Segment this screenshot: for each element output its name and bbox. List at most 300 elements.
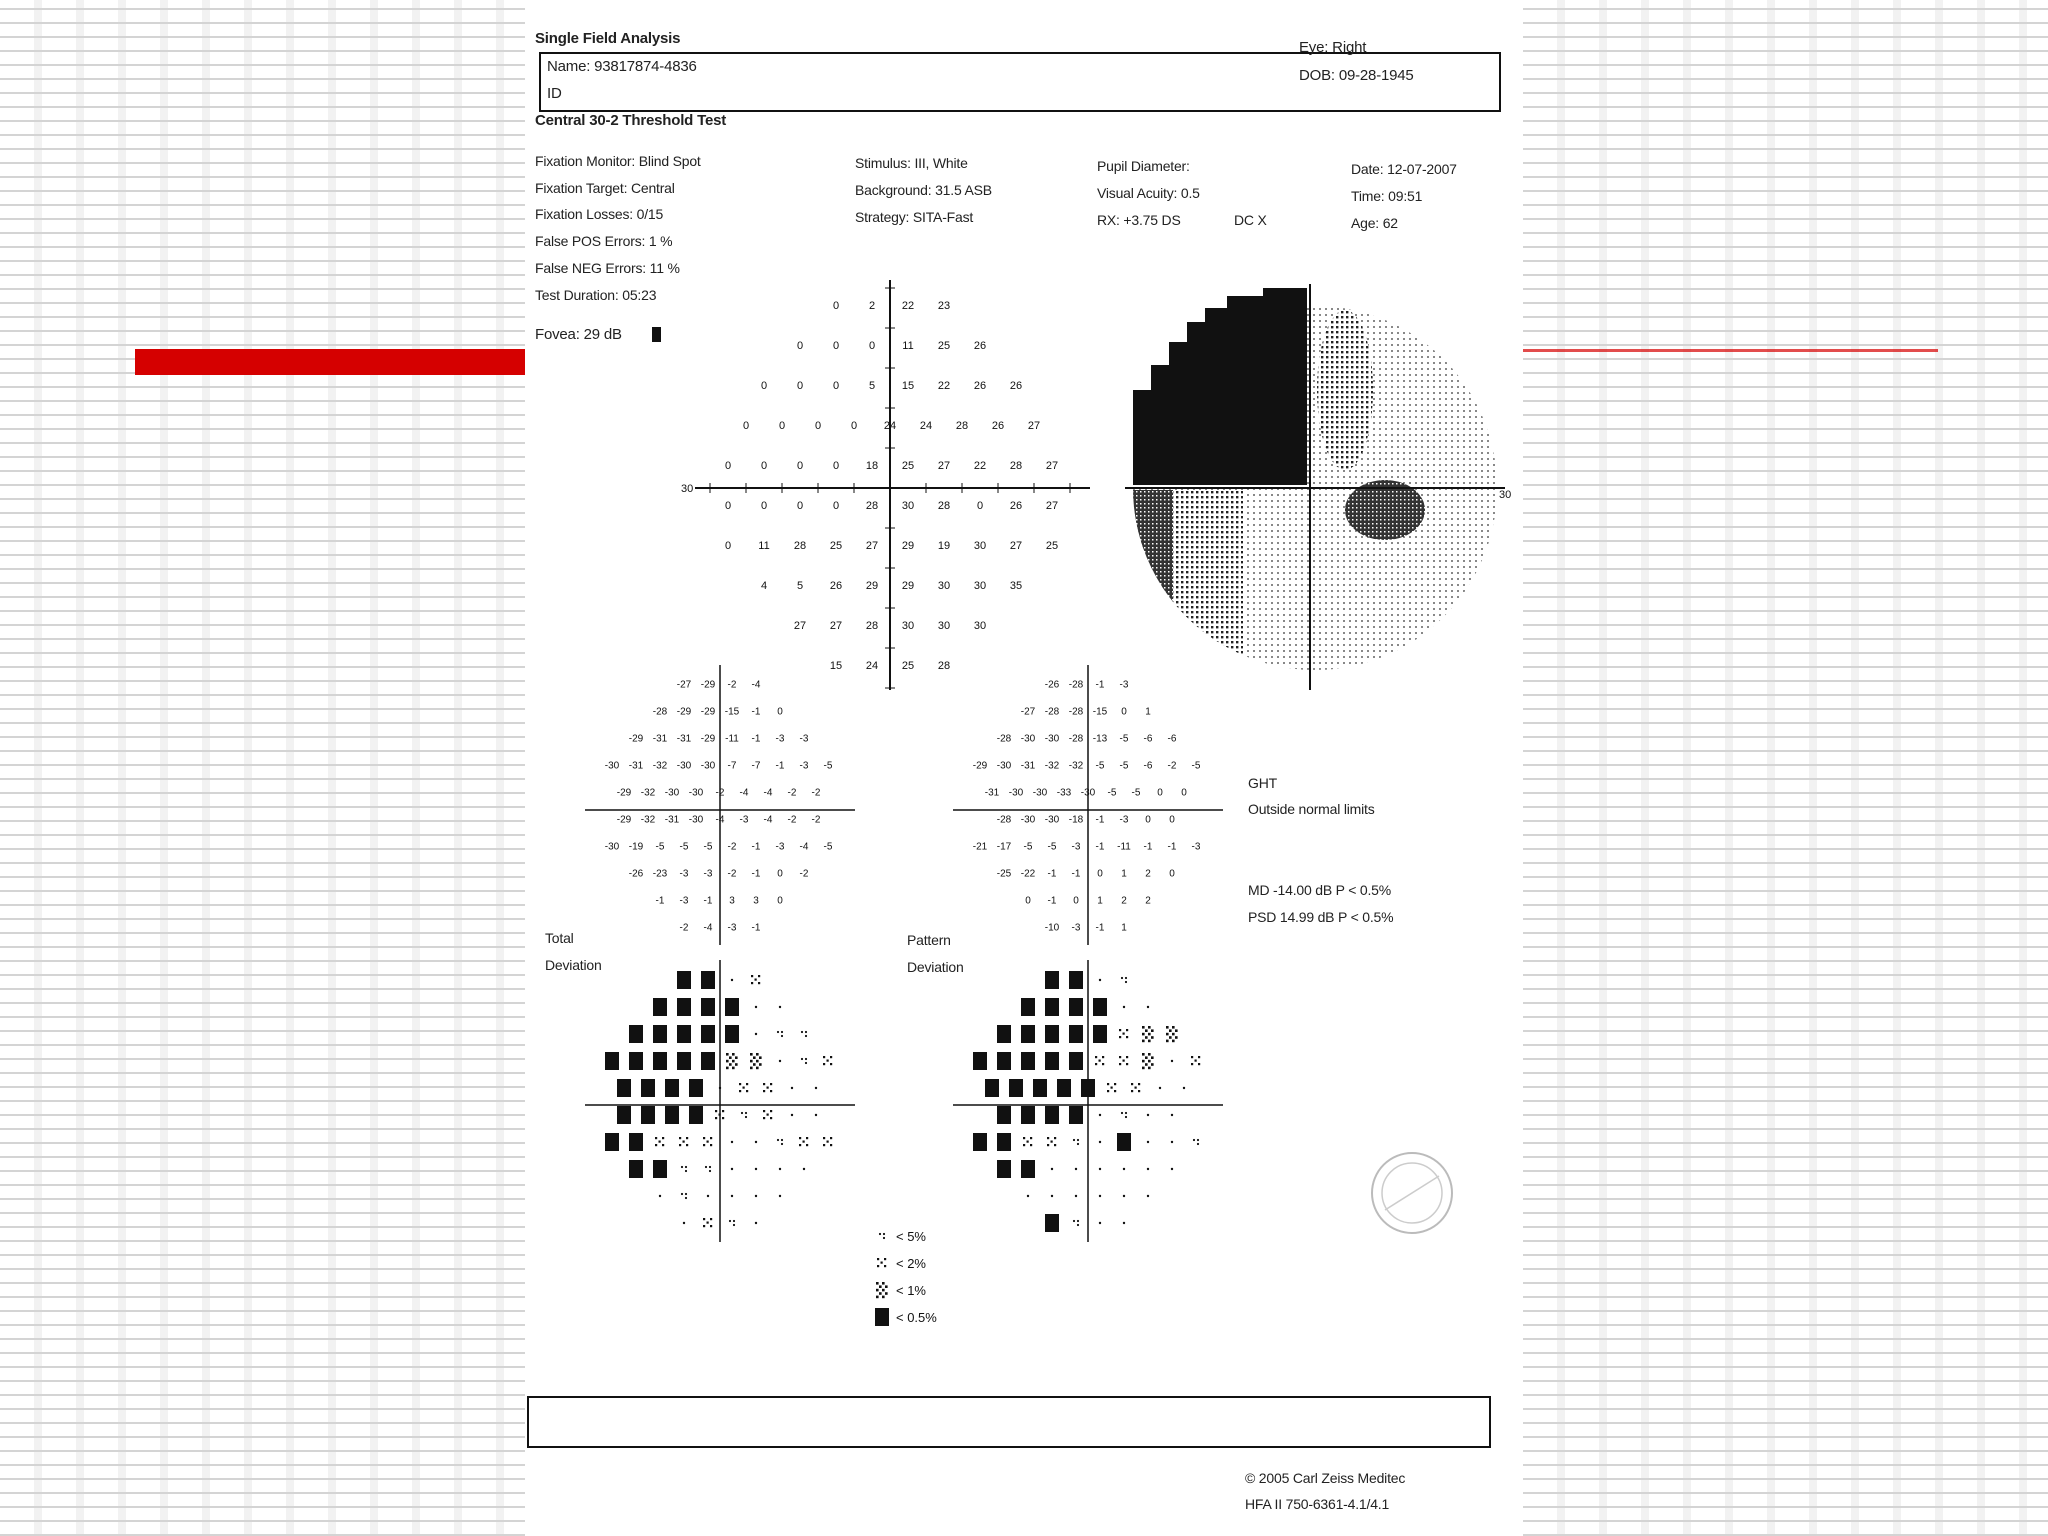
threshold-value: 29	[901, 540, 915, 552]
test-name: Central 30-2 Threshold Test	[535, 112, 727, 129]
pattern-deviation-value: -30	[1044, 814, 1060, 826]
total-deviation-value: -19	[628, 841, 644, 853]
pattern-deviation-probability-symbol	[1045, 971, 1059, 989]
visual-field-report	[525, 0, 1512, 1536]
threshold-value: 0	[796, 500, 804, 512]
pattern-deviation-value: 2	[1145, 895, 1151, 907]
total-deviation-probability-symbol	[641, 1106, 655, 1124]
pattern-deviation-value: -5	[1023, 841, 1033, 853]
total-deviation-probability-symbol	[755, 1168, 757, 1170]
threshold-value: 0	[760, 460, 768, 472]
total-deviation-probability-symbol	[653, 1160, 667, 1178]
pattern-deviation-value: -5	[1047, 841, 1057, 853]
threshold-value: 30	[973, 620, 987, 632]
pattern-deviation-value: 0	[1121, 706, 1127, 718]
total-deviation-value: -29	[616, 787, 632, 799]
pattern-deviation-value: -30	[1080, 787, 1096, 799]
pattern-deviation-probability-symbol	[1123, 1222, 1125, 1224]
total-deviation-probability-symbol	[665, 1106, 679, 1124]
pattern-deviation-probability-symbol	[1027, 1195, 1029, 1197]
pattern-deviation-value: -3	[1071, 922, 1081, 934]
total-deviation-probability-symbol	[653, 1025, 667, 1043]
total-deviation-probability-symbol	[605, 1133, 619, 1151]
pattern-deviation-value: -1	[1095, 679, 1105, 691]
pattern-deviation-value: -10	[1044, 922, 1060, 934]
pattern-deviation-probability-symbol	[1047, 1137, 1056, 1146]
total-deviation-value: -1	[751, 841, 761, 853]
pattern-deviation-value: -5	[1119, 760, 1129, 772]
pattern-deviation-value: -30	[1008, 787, 1024, 799]
pattern-deviation-probability-symbol	[1119, 1029, 1128, 1038]
fixation-losses: Fixation Losses: 0/15	[535, 206, 664, 222]
threshold-value: 0	[760, 500, 768, 512]
pattern-deviation-value: -2	[1167, 760, 1177, 772]
threshold-value: 22	[901, 300, 915, 312]
pattern-deviation-probability-symbol	[1009, 1079, 1023, 1097]
total-deviation-value: -23	[652, 868, 668, 880]
pattern-deviation-value: 0	[1157, 787, 1163, 799]
pattern-deviation-value: -30	[1020, 733, 1036, 745]
pattern-deviation-probability-symbol	[1147, 1141, 1149, 1143]
threshold-value: 29	[901, 580, 915, 592]
threshold-value: 27	[1009, 540, 1023, 552]
total-deviation-value: -5	[823, 841, 833, 853]
threshold-value: 0	[868, 340, 876, 352]
grayscale-superior-defect	[1133, 288, 1307, 485]
total-deviation-value: -30	[700, 760, 716, 772]
total-deviation-value: -2	[727, 841, 737, 853]
total-deviation-value: -2	[811, 787, 821, 799]
pattern-deviation-probability-symbol	[1075, 1168, 1077, 1170]
threshold-value: 0	[724, 540, 732, 552]
threshold-value: 25	[1045, 540, 1059, 552]
total-deviation-value: -1	[775, 760, 785, 772]
threshold-value: 24	[919, 420, 933, 432]
pattern-deviation-value: -1	[1047, 895, 1057, 907]
threshold-value: 0	[760, 380, 768, 392]
pattern-deviation-value: -11	[1117, 841, 1131, 853]
total-deviation-value: -29	[700, 679, 716, 691]
legend-label: < 1%	[896, 1283, 926, 1298]
threshold-value: 28	[793, 540, 807, 552]
total-deviation-probability-symbol	[677, 1052, 691, 1070]
threshold-value: 28	[955, 420, 969, 432]
psd-value: PSD 14.99 dB P < 0.5%	[1248, 909, 1394, 925]
total-deviation-probability-symbol	[605, 1052, 619, 1070]
threshold-value: 5	[868, 380, 876, 392]
pattern-deviation-probability-symbol	[1045, 1106, 1059, 1124]
pattern-deviation-value: -28	[996, 733, 1012, 745]
threshold-value: 0	[796, 380, 804, 392]
pattern-deviation-value: -17	[996, 841, 1012, 853]
test-time: Time: 09:51	[1351, 188, 1423, 204]
pattern-deviation-probability-symbol	[973, 1052, 987, 1070]
total-deviation-value: -2	[727, 868, 737, 880]
threshold-value: 30	[901, 620, 915, 632]
pattern-deviation-probability-symbol	[1099, 1195, 1101, 1197]
ght-value: Outside normal limits	[1248, 801, 1375, 817]
total-deviation-value: -3	[799, 760, 809, 772]
total-deviation-value: -2	[799, 868, 809, 880]
pattern-deviation-probability-symbol	[1045, 1052, 1059, 1070]
total-deviation-probability-symbol	[726, 1053, 738, 1069]
total-deviation-probability-symbol	[629, 1133, 643, 1151]
total-deviation-value: -29	[628, 733, 644, 745]
pattern-deviation-probability-symbol	[1051, 1195, 1053, 1197]
pattern-deviation-probability-symbol	[1021, 1052, 1035, 1070]
total-deviation-probability-symbol	[779, 1006, 781, 1008]
total-deviation-value: -30	[664, 787, 680, 799]
total-deviation-value: -31	[628, 760, 644, 772]
pupil-diameter: Pupil Diameter:	[1097, 158, 1190, 174]
total-deviation-value: -30	[604, 760, 620, 772]
legend-symbol	[877, 1258, 886, 1267]
total-deviation-probability-symbol	[801, 1058, 807, 1064]
threshold-value: 0	[832, 340, 840, 352]
threshold-value: 27	[865, 540, 879, 552]
pattern-deviation-value: -18	[1068, 814, 1084, 826]
total-deviation-value: -32	[640, 814, 656, 826]
total-deviation-value: -5	[703, 841, 713, 853]
pattern-deviation-value: -26	[1044, 679, 1060, 691]
threshold-axis-label: 30	[681, 483, 694, 495]
total-deviation-value: -4	[751, 679, 761, 691]
strategy: Strategy: SITA-Fast	[855, 209, 974, 225]
total-deviation-probability-symbol	[731, 1141, 733, 1143]
pattern-deviation-value: -28	[996, 814, 1012, 826]
total-deviation-value: -2	[679, 922, 689, 934]
fixation-monitor: Fixation Monitor: Blind Spot	[535, 153, 701, 169]
total-deviation-value: 3	[753, 895, 759, 907]
pattern-deviation-probability-symbol	[1171, 1141, 1173, 1143]
pattern-deviation-value: 0	[1025, 895, 1031, 907]
threshold-value: 19	[937, 540, 951, 552]
pattern-deviation-probability-symbol	[1021, 1106, 1035, 1124]
total-deviation-probability-symbol	[677, 998, 691, 1016]
patient-age: Age: 62	[1351, 215, 1398, 231]
false-neg-errors: False NEG Errors: 11 %	[535, 260, 680, 276]
total-deviation-value: -4	[715, 814, 725, 826]
total-deviation-probability-symbol	[779, 1195, 781, 1197]
pattern-deviation-probability-symbol	[1051, 1168, 1053, 1170]
threshold-value: 30	[901, 500, 915, 512]
threshold-value: 0	[778, 420, 786, 432]
pattern-deviation-probability-symbol	[1069, 1025, 1083, 1043]
threshold-value: 28	[1009, 460, 1023, 472]
total-deviation-probability-symbol	[729, 1220, 735, 1226]
total-deviation-probability-symbol	[701, 1025, 715, 1043]
threshold-value: 28	[865, 500, 879, 512]
threshold-value: 26	[1009, 380, 1023, 392]
pattern-deviation-value: -28	[1044, 706, 1060, 718]
pattern-deviation-probability-symbol	[1123, 1195, 1125, 1197]
total-deviation-value: 0	[777, 895, 783, 907]
threshold-value: 30	[973, 540, 987, 552]
total-deviation-probability-symbol	[641, 1079, 655, 1097]
pattern-deviation-value: 2	[1121, 895, 1127, 907]
pattern-deviation-value: -29	[972, 760, 988, 772]
threshold-value: 15	[829, 660, 843, 672]
threshold-value: 27	[1027, 420, 1041, 432]
report-title: Single Field Analysis	[535, 30, 681, 47]
total-deviation-probability-symbol	[763, 1110, 772, 1119]
threshold-value: 23	[937, 300, 951, 312]
pattern-deviation-probability-symbol	[1021, 1025, 1035, 1043]
total-deviation-value: -31	[676, 733, 692, 745]
legend-label: < 0.5%	[896, 1310, 937, 1325]
footer-model: HFA II 750-6361-4.1/4.1	[1245, 1496, 1390, 1512]
total-deviation-probability-symbol	[665, 1079, 679, 1097]
total-deviation-probability-map	[575, 960, 865, 1250]
threshold-value: 27	[829, 620, 843, 632]
total-deviation-value: -1	[751, 922, 761, 934]
threshold-value: 0	[742, 420, 750, 432]
threshold-value: 26	[991, 420, 1005, 432]
total-deviation-value: -30	[688, 814, 704, 826]
pattern-deviation-value: -27	[1020, 706, 1036, 718]
fovea-marker	[652, 327, 661, 342]
pattern-deviation-value: -5	[1131, 787, 1141, 799]
pattern-deviation-value: -32	[1044, 760, 1060, 772]
pattern-deviation-probability-symbol	[1069, 971, 1083, 989]
threshold-value: 4	[760, 580, 768, 592]
total-deviation-value: -29	[700, 733, 716, 745]
threshold-value: 27	[1045, 460, 1059, 472]
grayscale-map	[1095, 270, 1515, 700]
total-deviation-value: -28	[652, 706, 668, 718]
threshold-value: 35	[1009, 580, 1023, 592]
patient-name: Name: 93817874-4836	[547, 58, 697, 75]
pattern-deviation-probability-symbol	[1081, 1079, 1095, 1097]
threshold-value: 26	[973, 340, 987, 352]
pattern-deviation-probability-symbol	[997, 1025, 1011, 1043]
pattern-deviation-value: 1	[1121, 868, 1127, 880]
pattern-deviation-probability-symbol	[1095, 1056, 1104, 1065]
total-deviation-value: -3	[727, 922, 737, 934]
threshold-value: 0	[724, 500, 732, 512]
threshold-value: 0	[850, 420, 858, 432]
total-deviation-probability-symbol	[683, 1222, 685, 1224]
footer-copyright: © 2005 Carl Zeiss Meditec	[1245, 1470, 1406, 1486]
pattern-deviation-probability-symbol	[997, 1106, 1011, 1124]
total-deviation-probability-symbol	[755, 1141, 757, 1143]
test-date: Date: 12-07-2007	[1351, 161, 1457, 177]
threshold-value: 24	[883, 420, 897, 432]
pattern-deviation-probability-symbol	[973, 1133, 987, 1151]
total-deviation-probability-symbol	[677, 1025, 691, 1043]
total-deviation-probability-symbol	[823, 1137, 832, 1146]
pattern-deviation-probability-symbol	[1147, 1195, 1149, 1197]
pattern-deviation-value: -6	[1143, 733, 1153, 745]
grayscale-temporal-zone	[1317, 310, 1373, 470]
threshold-values-plot	[665, 270, 1105, 700]
total-deviation-probability-symbol	[763, 1083, 772, 1092]
pattern-deviation-probability-symbol	[1075, 1195, 1077, 1197]
left-striped-background	[0, 0, 525, 1536]
pattern-deviation-probability-symbol	[1099, 1114, 1101, 1116]
pattern-deviation-value: -30	[1044, 733, 1060, 745]
total-deviation-value: -1	[655, 895, 665, 907]
total-deviation-probability-symbol	[755, 1033, 757, 1035]
total-deviation-probability-symbol	[815, 1087, 817, 1089]
total-deviation-value: -4	[763, 814, 773, 826]
pattern-deviation-probability-symbol	[1147, 1114, 1149, 1116]
total-deviation-value: -1	[703, 895, 713, 907]
threshold-value: 27	[793, 620, 807, 632]
pattern-deviation-value: -1	[1047, 868, 1057, 880]
threshold-value: 26	[829, 580, 843, 592]
total-deviation-value: -4	[799, 841, 809, 853]
total-deviation-value: -2	[715, 787, 725, 799]
total-deviation-value: -7	[727, 760, 737, 772]
total-deviation-value: -27	[676, 679, 692, 691]
pattern-deviation-value: 0	[1145, 814, 1151, 826]
pattern-deviation-probability-symbol	[1193, 1139, 1199, 1145]
threshold-value: 28	[937, 660, 951, 672]
threshold-value: 2	[868, 300, 876, 312]
pattern-deviation-value: 1	[1145, 706, 1151, 718]
pattern-deviation-values	[943, 665, 1233, 945]
total-deviation-values	[575, 665, 865, 945]
pattern-deviation-probability-symbol	[1147, 1006, 1149, 1008]
pattern-deviation-probability-symbol	[1021, 1160, 1035, 1178]
pattern-deviation-value: 1	[1121, 922, 1127, 934]
pattern-deviation-probability-symbol	[1121, 977, 1127, 983]
threshold-value: 27	[937, 460, 951, 472]
legend-label: < 2%	[896, 1256, 926, 1271]
total-deviation-probability-symbol	[791, 1087, 793, 1089]
total-deviation-value: -3	[775, 733, 785, 745]
pattern-deviation-value: -1	[1143, 841, 1153, 853]
total-deviation-probability-symbol	[707, 1195, 709, 1197]
total-deviation-probability-symbol	[677, 971, 691, 989]
legend-symbol	[875, 1308, 889, 1326]
pattern-deviation-value: -28	[1068, 679, 1084, 691]
probability-legend	[870, 1222, 990, 1332]
threshold-value: 0	[796, 340, 804, 352]
total-deviation-probability-symbol	[779, 1060, 781, 1062]
pattern-deviation-probability-symbol	[1191, 1056, 1200, 1065]
total-deviation-probability-symbol	[750, 1053, 762, 1069]
total-deviation-probability-symbol	[689, 1079, 703, 1097]
total-deviation-value: -5	[823, 760, 833, 772]
threshold-value: 25	[901, 660, 915, 672]
legend-label: < 5%	[896, 1229, 926, 1244]
grayscale-axis-label: 30	[1499, 489, 1512, 501]
total-deviation-value: -11	[725, 733, 739, 745]
pattern-deviation-value: -21	[972, 841, 988, 853]
threshold-value: 30	[937, 580, 951, 592]
visual-acuity: Visual Acuity: 0.5	[1097, 185, 1200, 201]
total-deviation-probability-symbol	[725, 998, 739, 1016]
total-deviation-value: -32	[652, 760, 668, 772]
threshold-value: 11	[758, 540, 770, 552]
pattern-deviation-probability-symbol	[1069, 1106, 1083, 1124]
total-deviation-value: -4	[739, 787, 749, 799]
pattern-deviation-probability-symbol	[1171, 1114, 1173, 1116]
pattern-deviation-value: 0	[1073, 895, 1079, 907]
total-deviation-probability-symbol	[777, 1031, 783, 1037]
total-deviation-value: -4	[763, 787, 773, 799]
pattern-deviation-probability-symbol	[985, 1079, 999, 1097]
total-deviation-probability-symbol	[741, 1112, 747, 1118]
threshold-value: 5	[796, 580, 804, 592]
pattern-deviation-probability-symbol	[1093, 998, 1107, 1016]
pattern-deviation-probability-symbol	[1023, 1137, 1032, 1146]
total-deviation-value: -30	[676, 760, 692, 772]
pattern-deviation-value: 0	[1181, 787, 1187, 799]
total-deviation-value: -5	[655, 841, 665, 853]
pattern-deviation-value: -3	[1071, 841, 1081, 853]
threshold-value: 0	[796, 460, 804, 472]
pattern-deviation-probability-symbol	[1069, 1052, 1083, 1070]
pattern-deviation-value: -1	[1167, 841, 1177, 853]
total-deviation-probability-symbol	[659, 1195, 661, 1197]
pattern-deviation-value: -3	[1119, 679, 1129, 691]
pattern-deviation-value: -1	[1095, 922, 1105, 934]
threshold-value: 24	[865, 660, 879, 672]
pattern-deviation-probability-symbol	[1057, 1079, 1071, 1097]
total-deviation-probability-symbol	[739, 1083, 748, 1092]
pattern-deviation-probability-symbol	[997, 1133, 1011, 1151]
pattern-deviation-probability-symbol	[1147, 1168, 1149, 1170]
pattern-deviation-value: -31	[984, 787, 1000, 799]
pattern-deviation-value: -30	[1020, 814, 1036, 826]
threshold-value: 28	[865, 620, 879, 632]
pattern-deviation-value: -28	[1068, 706, 1084, 718]
total-deviation-value: -29	[700, 706, 716, 718]
total-deviation-probability-symbol	[803, 1168, 805, 1170]
total-deviation-value: 0	[777, 706, 783, 718]
total-deviation-value: -1	[751, 706, 761, 718]
pattern-deviation-probability-symbol	[1033, 1079, 1047, 1097]
pattern-deviation-probability-symbol	[1166, 1026, 1178, 1042]
pattern-deviation-value: -6	[1143, 760, 1153, 772]
total-deviation-label-line1: Total	[545, 930, 574, 946]
total-deviation-value: -30	[604, 841, 620, 853]
pattern-deviation-probability-symbol	[1099, 1168, 1101, 1170]
pattern-deviation-value: 1	[1097, 895, 1103, 907]
total-deviation-value: -4	[703, 922, 713, 934]
total-deviation-value: -2	[811, 814, 821, 826]
total-deviation-value: -31	[652, 733, 668, 745]
total-deviation-probability-symbol	[689, 1106, 703, 1124]
pattern-deviation-value: -22	[1020, 868, 1036, 880]
threshold-value: 0	[976, 500, 984, 512]
total-deviation-probability-symbol	[725, 1025, 739, 1043]
threshold-value: 0	[724, 460, 732, 472]
threshold-value: 22	[937, 380, 951, 392]
right-striped-background	[1523, 0, 2048, 1536]
threshold-value: 25	[829, 540, 843, 552]
total-deviation-value: -3	[679, 868, 689, 880]
pattern-deviation-probability-symbol	[1099, 1141, 1101, 1143]
fovea-value: Fovea: 29 dB	[535, 326, 622, 343]
pattern-deviation-probability-symbol	[1045, 998, 1059, 1016]
pattern-deviation-probability-symbol	[1069, 998, 1083, 1016]
threshold-value: 0	[832, 500, 840, 512]
pattern-deviation-label-line1: Pattern	[907, 932, 951, 948]
pattern-deviation-probability-symbol	[1142, 1053, 1154, 1069]
total-deviation-probability-symbol	[755, 1006, 757, 1008]
pattern-deviation-value: -30	[1032, 787, 1048, 799]
legend-symbol	[879, 1233, 885, 1239]
stamp-seal	[1367, 1148, 1457, 1238]
total-deviation-probability-symbol	[653, 998, 667, 1016]
pattern-deviation-probability-symbol	[1099, 979, 1101, 981]
total-deviation-probability-symbol	[681, 1166, 687, 1172]
pattern-deviation-value: -13	[1092, 733, 1108, 745]
